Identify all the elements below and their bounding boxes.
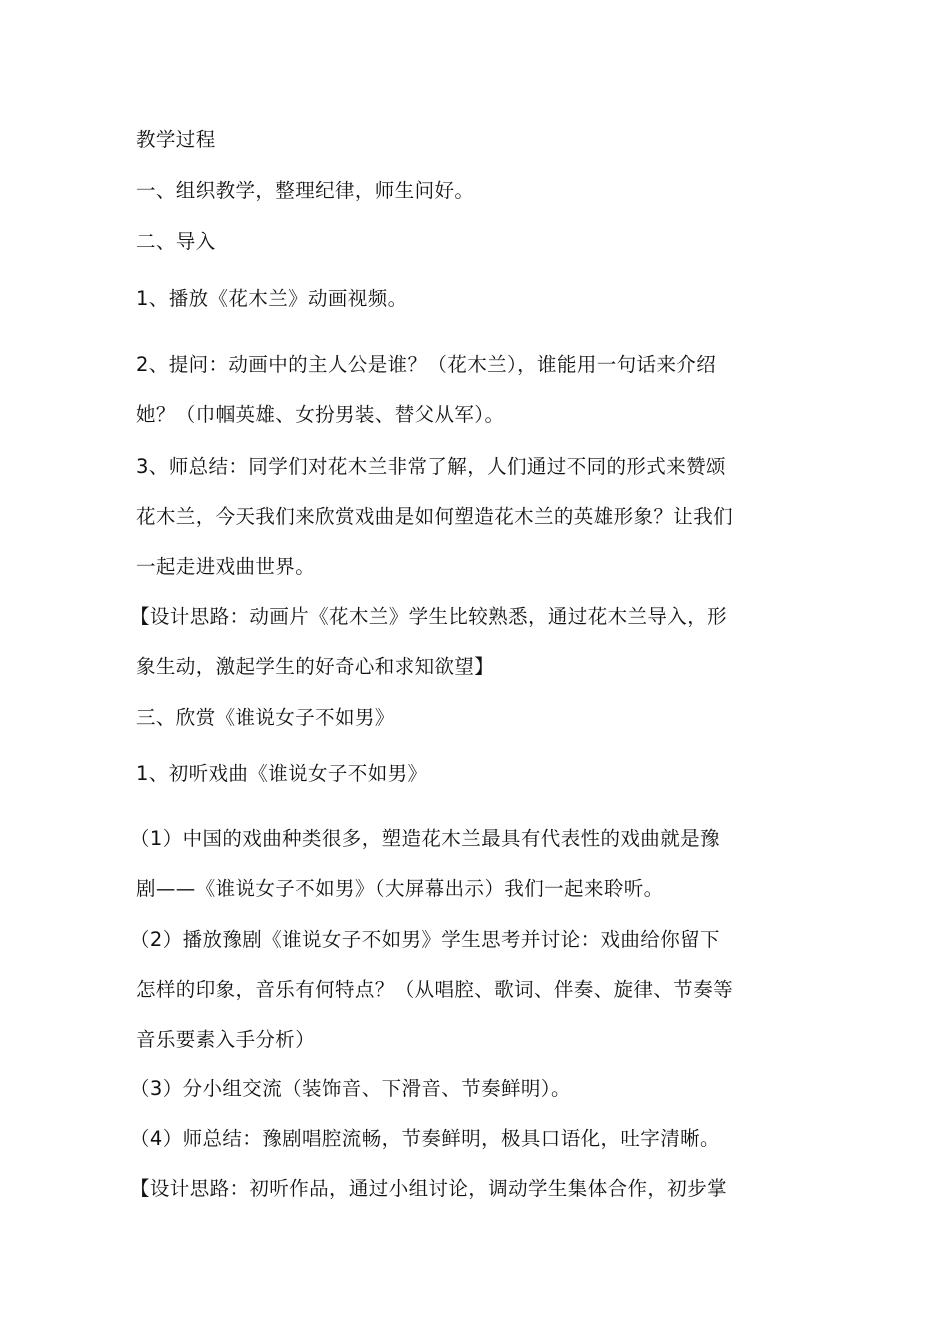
paragraph-line: （3）分小组交流（装饰音、下滑音、节奏鲜明）。 (130, 1077, 571, 1100)
paragraph-line: 剧——《谁说女子不如男》（大屏幕出示）我们一起来聆听。 (136, 877, 664, 900)
section-one: 一、组织教学，整理纪律，师生问好。 (136, 179, 475, 202)
paragraph-line: 一起走进戏曲世界。 (136, 555, 316, 578)
design-note: 象生动，激起学生的好奇心和求知欲望】 (136, 655, 495, 678)
paragraph-line: 音乐要素入手分析） (136, 1028, 316, 1051)
paragraph-line: 1、初听戏曲《谁说女子不如男》 (136, 762, 428, 785)
paragraph-line: （2）播放豫剧《谁说女子不如男》学生思考并讨论：戏曲给你留下 (130, 928, 720, 951)
heading-teaching-process: 教学过程 (136, 128, 216, 151)
paragraph-line: 3、师总结：同学们对花木兰非常了解，人们通过不同的形式来赞颂 (136, 455, 726, 478)
paragraph-line: 她？（巾帼英雄、女扮男装、替父从军）。 (136, 403, 505, 426)
paragraph-line: 1、播放《花木兰》动画视频。 (136, 287, 408, 310)
section-two: 二、导入 (136, 230, 216, 253)
paragraph-line: 怎样的印象，音乐有何特点？（从唱腔、歌词、伴奏、旋律、节奏等 (136, 978, 734, 1001)
paragraph-line: 花木兰，今天我们来欣赏戏曲是如何塑造花木兰的英雄形象？让我们 (136, 505, 734, 528)
paragraph-line: 2、提问：动画中的主人公是谁？（花木兰），谁能用一句话来介绍 (136, 353, 717, 376)
paragraph-line: （1）中国的戏曲种类很多，塑造花木兰最具有代表性的戏曲就是豫 (130, 827, 720, 850)
paragraph-line: （4）师总结：豫剧唱腔流畅，节奏鲜明，极具口语化，吐字清晰。 (130, 1127, 720, 1150)
design-note: 【设计思路：动画片《花木兰》学生比较熟悉，通过花木兰导入，形 (130, 605, 728, 628)
section-three: 三、欣赏《谁说女子不如男》 (136, 706, 395, 729)
design-note: 【设计思路：初听作品，通过小组讨论，调动学生集体合作，初步掌 (130, 1177, 728, 1200)
